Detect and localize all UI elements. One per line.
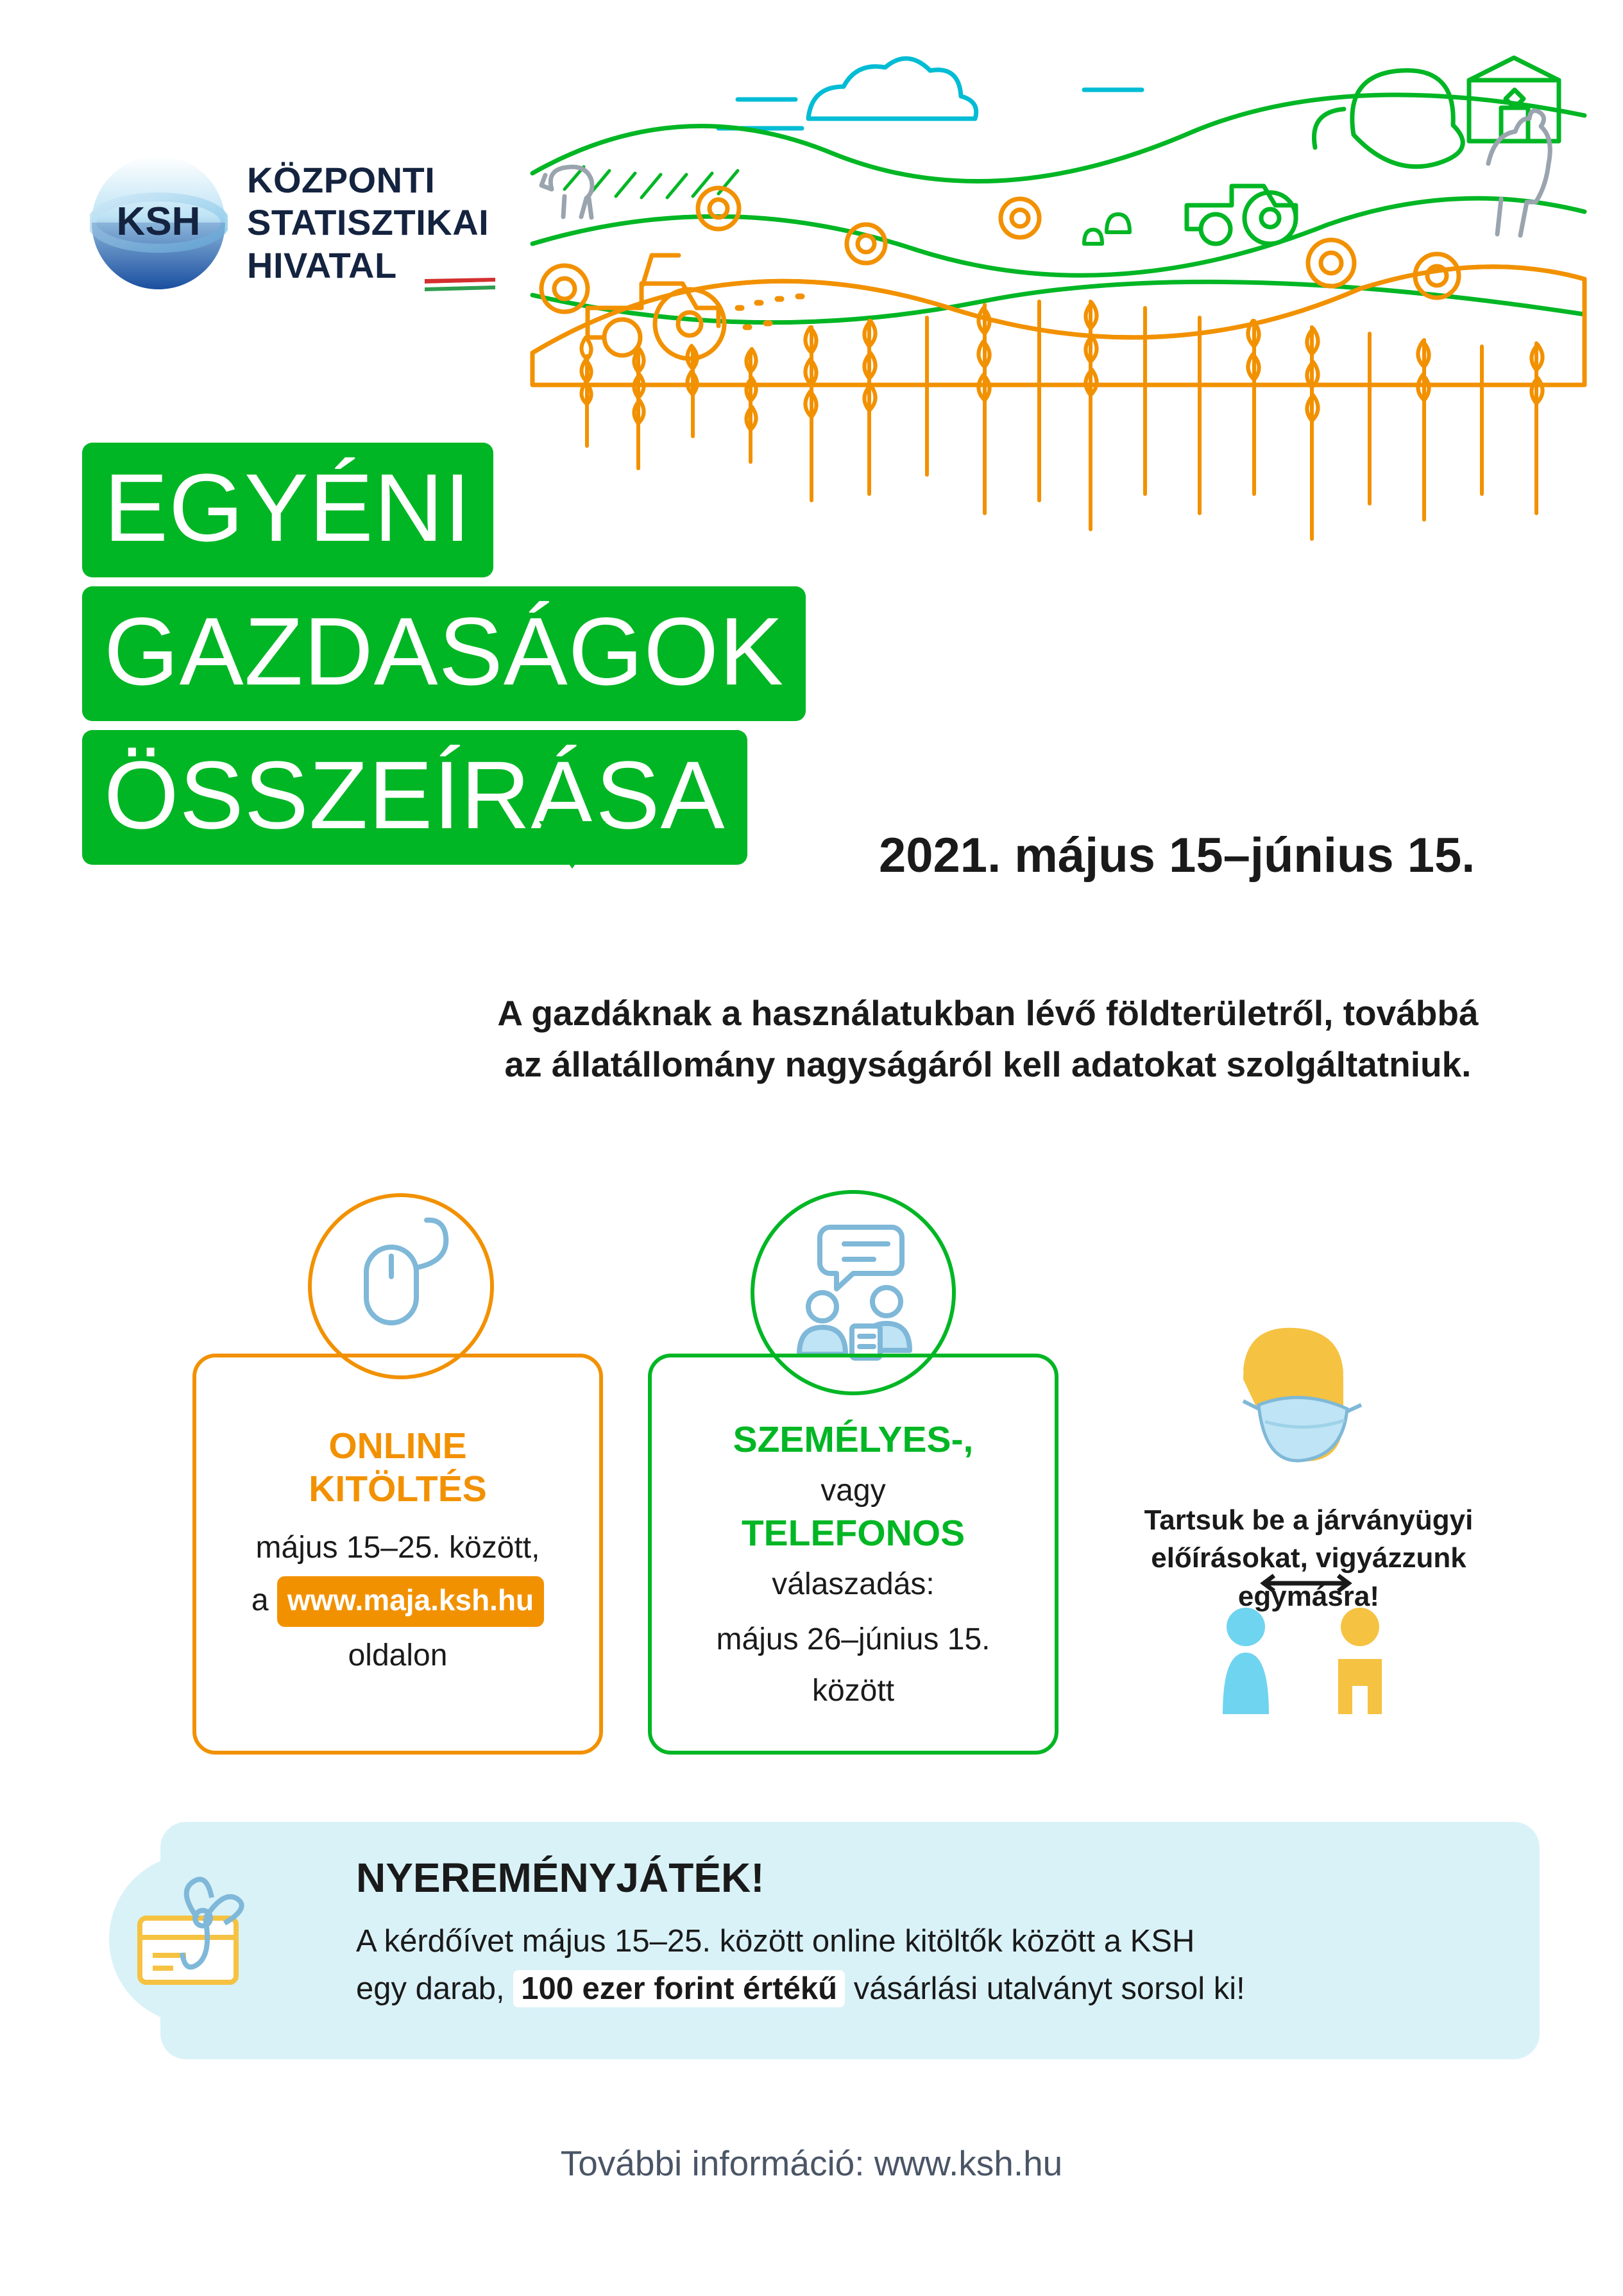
online-card-head-2: KITÖLTÉS bbox=[309, 1468, 487, 1510]
poster-title bbox=[82, 443, 1012, 874]
logo-line-3: HIVATAL bbox=[247, 244, 397, 285]
cloud-icon bbox=[718, 58, 1142, 128]
online-card-dates: május 15–25. között, bbox=[255, 1530, 540, 1565]
personal-card-head-2: TELEFONOS bbox=[741, 1513, 965, 1554]
ksh-logo bbox=[90, 154, 489, 292]
online-url-link[interactable]: www.maja.ksh.hu bbox=[277, 1576, 544, 1627]
personal-card-dates: május 26–június 15. bbox=[716, 1622, 990, 1657]
personal-card-between: között bbox=[812, 1673, 895, 1708]
mouse-icon-bubble bbox=[308, 1193, 494, 1379]
personal-card-sub-1: vagy bbox=[820, 1474, 886, 1508]
prize-text-block bbox=[356, 1854, 1511, 2012]
personal-card-head-1: SZEMÉLYES-, bbox=[733, 1419, 974, 1460]
logo-line-1: KÖZPONTI bbox=[247, 160, 436, 201]
title-line-1: EGYÉNI bbox=[82, 443, 493, 577]
title-line-2: GAZDASÁGOK bbox=[82, 586, 806, 721]
prize-line-2-post: vásárlási utalványt sorsol ki! bbox=[853, 1971, 1245, 2006]
covid-line-1: Tartsuk be a járványügyi bbox=[1144, 1504, 1474, 1536]
ksh-globe-icon bbox=[90, 154, 228, 292]
gift-card-icon-circle bbox=[109, 1854, 279, 2024]
computer-mouse-icon bbox=[312, 1197, 489, 1374]
intro-line-2: az állatállomány nagyságáról kell adatokat szolgáltatniuk. bbox=[504, 1044, 1472, 1084]
prize-amount: 100 ezer forint értékű bbox=[513, 1970, 845, 2007]
title-line-3: ÖSSZEÍRÁSA bbox=[82, 730, 747, 865]
svg-text:KSH: KSH bbox=[116, 200, 201, 244]
intro-paragraph bbox=[449, 988, 1527, 1091]
online-completion-card bbox=[192, 1354, 603, 1755]
footer-info[interactable]: További információ: www.ksh.hu bbox=[560, 2143, 1063, 2183]
covid-line-2: előírásokat, vigyázzunk bbox=[1151, 1542, 1466, 1574]
prize-line-2-pre: egy darab, bbox=[356, 1971, 505, 2006]
personal-phone-card bbox=[648, 1354, 1058, 1755]
online-card-suffix: oldalon bbox=[348, 1638, 448, 1672]
personal-card-sub-2: válaszadás: bbox=[772, 1567, 935, 1602]
prize-title: NYEREMÉNYJÁTÉK! bbox=[356, 1855, 765, 1901]
gift-voucher-icon bbox=[109, 1854, 279, 2024]
intro-line-1: A gazdáknak a használatukban lévő földterületről, továbbá bbox=[497, 993, 1479, 1033]
prize-line-2 bbox=[356, 1966, 1511, 2013]
covid-guidance-text bbox=[1084, 1501, 1533, 1615]
campaign-date: 2021. május 15–június 15. bbox=[879, 828, 1475, 883]
online-card-prefix: a bbox=[251, 1583, 269, 1618]
prize-line-1: A kérdőívet május 15–25. között online kitöltők között a KSH bbox=[356, 1924, 1195, 1959]
ksh-logo-mark bbox=[90, 154, 228, 292]
ksh-logo-wordmark bbox=[247, 159, 489, 286]
covid-line-3: egymásra! bbox=[1237, 1580, 1380, 1612]
logo-line-2: STATISZTIKAI bbox=[247, 202, 489, 243]
hungarian-flag-icon bbox=[425, 278, 495, 292]
online-card-head-1: ONLINE bbox=[328, 1425, 467, 1467]
title-pointer-arrow bbox=[539, 821, 606, 869]
